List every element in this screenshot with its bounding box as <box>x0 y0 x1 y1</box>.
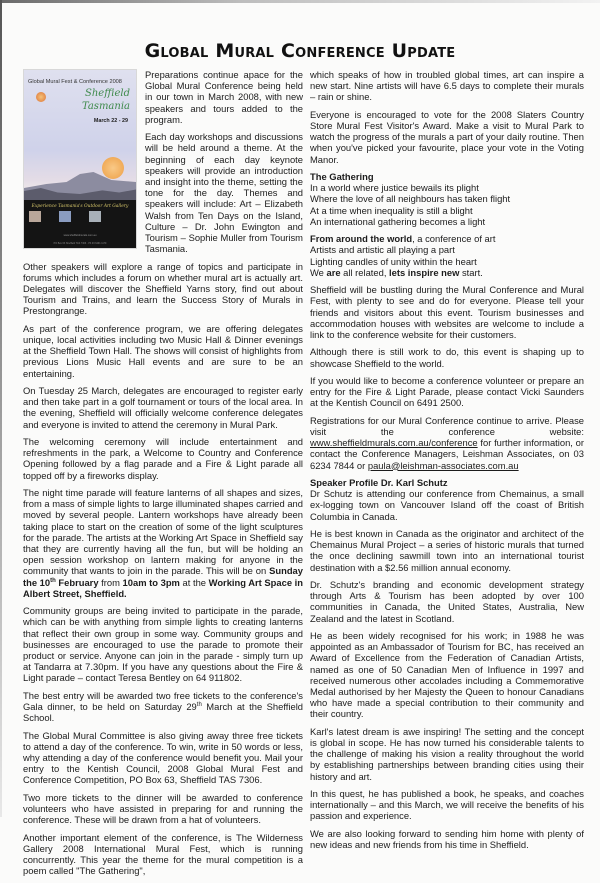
best-entry-text-end: March at the Sheffield School. <box>23 701 303 724</box>
registrations-text-cont: for further information, or contact the Conference Managers, Leishman Associates, on 03 6234 7844 or <box>310 437 584 471</box>
night-parade-paragraph <box>23 487 303 599</box>
poem-emphasis: From around the world <box>310 233 413 245</box>
poster-url: www.sheffieldmurals.com.au <box>63 234 97 237</box>
poem-line: Where the love of all neighbours has taken flight <box>310 193 511 205</box>
vote-paragraph: Everyone is encouraged to vote for the 2008 Slaters Country Store Mural Fest Visitor's Award. Make a visit to Mural Park to watch the progress of the murals a part of your daily routine. Then when you've picked your favourite, place your vote in the Voting Manor. <box>310 108 584 165</box>
tickets-paragraph: Two more tickets to the dinner will be awarded to conference volunteers who have assisted in preparing for and running the conference. These will be drawn from a hat of volunteers. <box>23 791 303 826</box>
known-paragraph: He is best known in Canada as the originator and architect of the Chemainus Mural Project – a series of historic murals that turned the once declining sawmill town into an international tourist destination with a $2.56 million annual economy. <box>310 528 584 573</box>
poem-line: At a time when inequality is still a blight <box>310 204 473 216</box>
poem-the-gathering <box>310 171 584 227</box>
mural-thumbnail <box>89 211 101 222</box>
speaker-intro-paragraph: Dr Schutz is attending our conference from Chemainus, a small ex-logging town on Vancouver Island off the coast of British Columbia in Canada. <box>310 488 584 522</box>
poem-line <box>310 233 584 244</box>
thumbnail-caption <box>74 211 86 222</box>
continued-paragraph: which speaks of how in troubled global times, art can inspire a new start. Nine artists will have 6.5 days to complete their murals – rain or shine. <box>310 69 584 103</box>
poem-stanza-2 <box>310 233 584 278</box>
connector-text: at the <box>179 576 209 588</box>
thumbnail-caption <box>44 211 56 222</box>
program-paragraph: As part of the conference program, we are offering delegates unique, local activities including two Music Hall & Dinner evenings at the Sheffield Town Hall. The shows will consist of highlights from previous Lions Music Hall events and are sure to be an entertaining. <box>23 322 303 379</box>
page-title: Global Mural Conference Update <box>144 40 456 62</box>
poem-text: all related, <box>340 266 390 278</box>
workshop-location: Working Art Space in Albert Street, Sheffield. <box>23 576 303 599</box>
poster-state: Tasmania <box>81 101 130 112</box>
speakers-paragraph: Other speakers will explore a range of topics and participate in forums which includes a forum on whether mural art is actually art. Delegates will discover the Sheffield Yarns story, find out about Tourism and Trains, and learn the Success Story of Murals in Prestongrange. <box>23 260 303 317</box>
intro-paragraph-2: Each day workshops and discussions will be held around a theme. At the beginning of each day keynote speakers will provide an introduction and insight into the theme, setting the tone for the day. Themes and speakers will include: Art – Elizabeth Walsh from Ten Days on the Island, Culture – Dr. John Ewington and Tourism – Sophie Muller from Tourism Tasmania. <box>145 131 303 255</box>
poem-title: The Gathering <box>310 171 374 182</box>
poem-line: Artists and artistic all playing a part <box>310 244 455 256</box>
poem-line: In a world where justice bewails its plight <box>310 182 479 194</box>
workshop-date-day: Sunday the 10 <box>23 565 303 588</box>
wilderness-paragraph: Another important element of the conference, is The Wilderness Gallery 2008 International Mural Fest, which is running concurrently. This year the theme for the mural competition is a poem called "The Gathering", <box>23 831 303 877</box>
tuesday-paragraph: On Tuesday 25 March, delegates are encouraged to register early and then take part in a golf tournament or tours of the local area. In the evening, Sheffield will officially welcome conference delegates and everyone is invited to attend the ceremony in Mural Park. <box>23 385 303 430</box>
scan-edge-top <box>0 0 600 3</box>
registrations-text: Registrations for our Mural Conference continue to arrive. Please visit the conference website: <box>310 414 584 437</box>
poster-dates: March 22 - 29 <box>93 118 128 124</box>
thumbnail-caption <box>104 211 116 222</box>
best-entry-text: The best entry will be awarded two free tickets to the conference's Gala dinner, to be held on Saturday 29 <box>23 689 303 713</box>
welcoming-paragraph: The welcoming ceremony will include entertainment and refreshments in the park, a Welcome to Country and Conference Opening followed by a flag parade and a Fire & Light parade all topped off by a fireworks display. <box>23 436 303 481</box>
right-column <box>310 69 584 856</box>
ordinal-suffix: th <box>50 577 56 584</box>
scan-edge-left <box>0 0 2 817</box>
poem-text: , a conference of art <box>412 233 496 245</box>
email-link[interactable]: paula@leishman-associates.com.au <box>367 459 519 471</box>
poster-heading: Global Mural Fest & Conference 2008 <box>28 79 122 85</box>
left-column <box>23 69 303 883</box>
showcase-paragraph: Although there is still work to do, this event is shaping up to showcase Sheffield to the world. <box>310 346 584 369</box>
poem-line: Lighting candles of unity within the heart <box>310 255 477 267</box>
poster-logo-icon <box>36 92 46 102</box>
volunteer-paragraph: If you would like to become a conference volunteer or prepare an entry for the Fire & Light Parade, please contact Vicki Saunders at the Kentish Council on 6491 2500. <box>310 375 584 409</box>
poem-line: An international gathering becomes a light <box>310 215 486 227</box>
conference-website-link[interactable]: www.sheffieldmurals.com.au/conference <box>310 437 478 449</box>
dream-paragraph: Karl's latest dream is awe inspiring! The setting and the concept is global in scope. He has now turned his considerable talents to the challenge of making his vision a reality throughout the world by establishing partnerships between branding cities using their history and art. <box>310 725 584 782</box>
registrations-paragraph <box>310 415 584 471</box>
poster-city: Sheffield <box>84 88 130 99</box>
committee-paragraph: The Global Mural Committee is also giving away three free tickets to attend a day of the conference. To win, write in 50 words or less, why attending a day of the conference would benefit you. Mail your entry to the Kentish Council, 2008 Global Mural Fest and Conference Competition, PO Box 63, Sheffield TAS 7306. <box>23 729 303 786</box>
poem-emphasis: lets inspire new <box>389 266 460 278</box>
ordinal-suffix: th <box>196 701 202 708</box>
intro-paragraph-1: Preparations continue apace for the Global Mural Conference being held in our town in March 2008, with new speakers and tours added to the program. <box>145 69 303 125</box>
mural-thumbnail <box>59 211 71 222</box>
sun-icon <box>102 157 124 179</box>
intro-block <box>23 69 303 261</box>
recognised-paragraph: He as been widely recognised for his work; in 1988 he was appointed as an Ambassador of Tourism for BC, has received an Award of Excellence from the Federation of Canadian Artists, named as one of 50 Canadian Men of Influence in 1997 and received numerous other accolades including a Commemorative Medal authorised by her Majesty the Queen to honour Canadians who have made a special contribution to their community and their country. <box>310 630 584 720</box>
forward-paragraph: We are also looking forward to sending him home with plenty of new ideas and new friends from his time in Sheffield. <box>310 827 584 851</box>
mural-thumbnail <box>29 211 41 222</box>
poem-emphasis: are <box>326 266 341 278</box>
poem-text: We <box>310 266 327 278</box>
best-entry-paragraph <box>23 690 303 724</box>
community-paragraph: Community groups are being invited to participate in the parade, which can be with anything from simple lights to creating lanterns that reflect their own group in some way. Community groups and businesses are encouraged to use the parade to promote their product or service. Anyone can join in the parade - simply turn up at Tandarra at 7.30pm. If you have any questions about the Fire & Light parade – contact Teresa Bentley on 64 911802. <box>23 605 303 684</box>
connector-text: from <box>98 576 123 588</box>
poster-contact: PO Box 63 Sheffield TAS 7306 · Ph 03 6491 1179 <box>53 242 107 245</box>
quest-paragraph: In this quest, he has published a book, he speaks, and coaches internationally – and this March, we will receive the benefits of his passion and experience. <box>310 788 584 822</box>
speaker-profile-heading: Speaker Profile Dr. Karl Schutz <box>310 477 448 488</box>
poster-thumbnails <box>29 211 133 223</box>
workshop-time: 10am to 3pm <box>122 576 180 588</box>
poster-location <box>82 87 130 113</box>
bustling-paragraph: Sheffield will be bustling during the Mural Conference and Mural Fest, with plenty to see and do for everyone. Please tell your friends and visitors about this event. Tourism businesses and accommodation houses with websites are welcome to include a link to the conference website for their customers. <box>310 284 584 341</box>
workshop-date-month: February <box>55 576 99 588</box>
poem-line <box>310 267 584 278</box>
poster-tagline: Experience Tasmania's Outdoor Art Gallery <box>31 204 129 209</box>
poem-text: start. <box>459 266 483 278</box>
conference-poster-image <box>23 69 137 249</box>
night-parade-text: The night time parade will feature lanterns of all shapes and sizes, from a mass of simple lights to large illuminated shapes carried and moved by several people. Lantern workshops have already been taking place to start on the creation of some of the light sculptures for the parade. The artists at the Working Art Space in Sheffield say that they are currently having all the fun, but will be holding an open session workshop on lantern making for anyone in the community that wants to join in the parade. This will be on <box>23 487 303 577</box>
branding-paragraph: Dr. Schutz's branding and economic development strategy through Arts & Tourism has been adopted by over 100 communities in Canada, the United States, Australia, New Zealand and the latest in Scotland. <box>310 579 584 624</box>
speaker-profile <box>310 477 584 522</box>
